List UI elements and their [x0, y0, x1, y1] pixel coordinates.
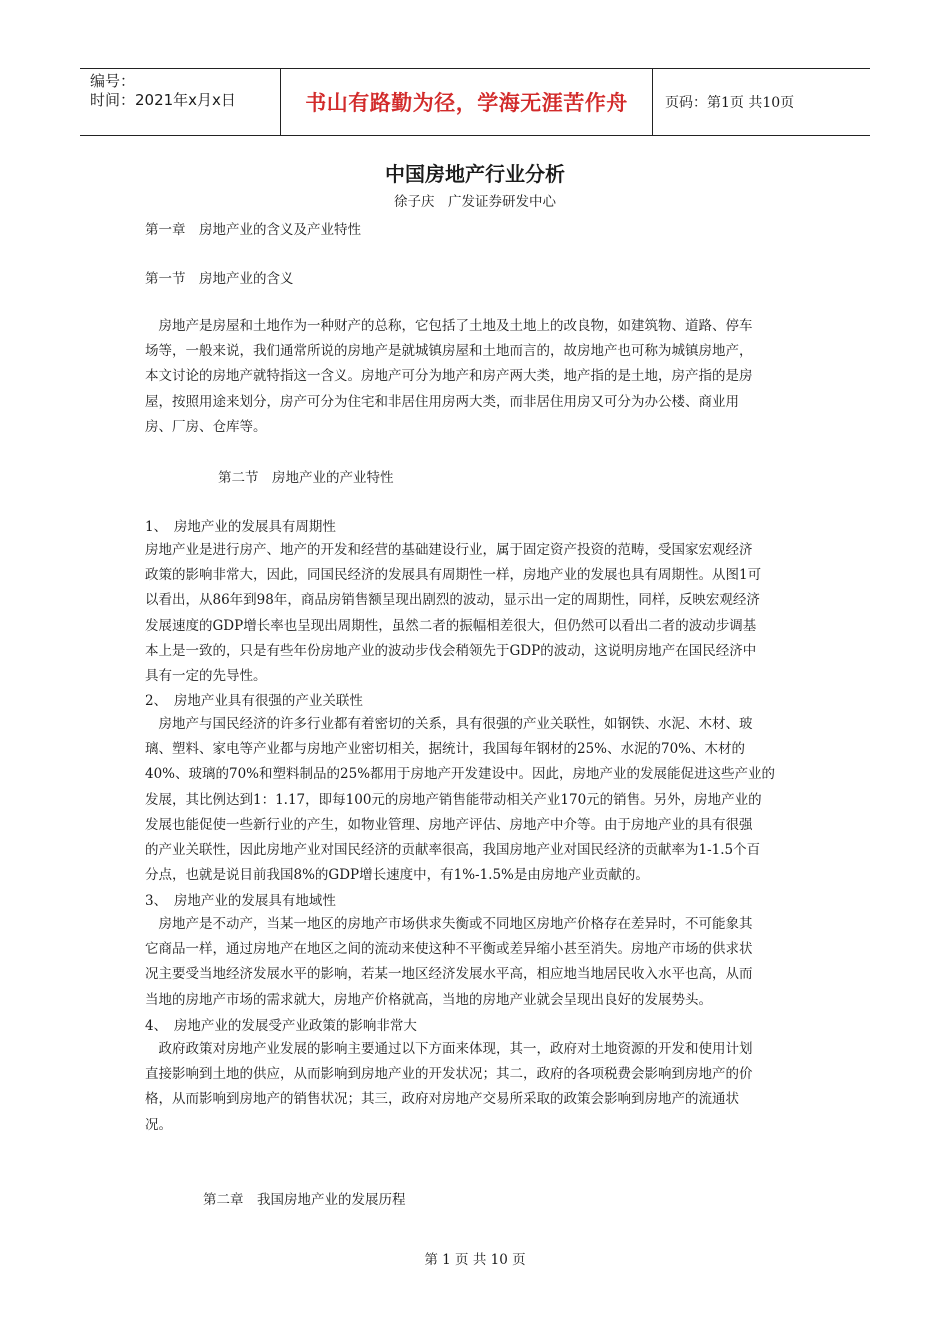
page-footer: 第 1 页 共 10 页 — [424, 1252, 526, 1268]
item-1-heading: 1、 房地产业的发展具有周期性 — [145, 519, 336, 535]
author-line: 徐子庆 广发证券研发中心 — [394, 194, 556, 210]
section-2-heading: 第二节 房地产业的产业特性 — [218, 470, 394, 486]
text-line: 发展也能促使一些新行业的产生，如物业管理、房地产评估、房地产中介等。由于房地产业的具有很强 — [145, 816, 753, 833]
page-indicator: 页码：第1页 共10页 — [665, 95, 795, 111]
text-line: 房地产业是进行房产、地产的开发和经营的基础建设行业，属于固定资产投资的范畴，受国家宏观经济 — [145, 542, 753, 558]
text-line: 房地产是不动产，当某一地区的房地产市场供求失衡或不同地区房地产价格存在差异时，不可能象其 — [145, 916, 753, 932]
document-title: 中国房地产行业分析 — [385, 162, 565, 186]
text-line: 本上是一致的，只是有些年份房地产业的波动步伐会稍领先于GDP的波动，这说明房地产在国民经济中 — [145, 642, 757, 659]
text-line: 房地产是房屋和土地作为一种财产的总称，它包括了土地及土地上的改良物，如建筑物、道路、停车 — [145, 318, 753, 334]
chapter-1-heading: 第一章 房地产业的含义及产业特性 — [145, 222, 361, 238]
text-line: 况。 — [145, 1116, 172, 1133]
item-4-heading: 4、 房地产业的发展受产业政策的影响非常大 — [145, 1018, 417, 1034]
text-line: 房、厂房、仓库等。 — [145, 418, 267, 435]
motto: 书山有路勤为径，学海无涯苦作舟 — [305, 91, 628, 115]
text-line: 直接影响到土地的供应，从而影响到房地产业的开发状况；其二，政府的各项税费会影响到房地产的价 — [145, 1066, 753, 1083]
item-2-text — [145, 712, 807, 888]
text-line: 40%、玻璃的70%和塑料制品的25%都用于房地产开发建设中。因此，房地产业的发展能促进这些产业的 — [145, 766, 776, 783]
text-line: 况主要受当地经济发展水平的影响，若某一地区经济发展水平高，相应地当地居民收入水平也高，从而 — [145, 966, 753, 983]
text-line: 房地产与国民经济的许多行业都有着密切的关系，具有很强的产业关联性，如钢铁、水泥、木材、玻 — [145, 716, 753, 732]
text-line: 璃、塑料、家电等产业都与房地产业密切相关，据统计，我国每年钢材的25%、水泥的70%、木材的 — [145, 741, 746, 758]
item-1-text — [145, 538, 807, 689]
item-3-text — [145, 912, 807, 1013]
item-4-text — [145, 1037, 807, 1138]
text-line: 当地的房地产市场的需求就大，房地产价格就高，当地的房地产业就会呈现出良好的发展势头。 — [145, 991, 712, 1008]
text-line: 发展速度的GDP增长率也呈现出周期性，虽然二者的振幅相差很大，但仍然可以看出二者的波动步调基 — [145, 617, 757, 634]
text-line: 格，从而影响到房地产的销售状况；其三，政府对房地产交易所采取的政策会影响到房地产的流通状 — [145, 1091, 739, 1108]
text-line: 政府政策对房地产业发展的影响主要通过以下方面来体现，其一，政府对土地资源的开发和使用计划 — [145, 1041, 753, 1057]
document-number: 编号： — [90, 72, 136, 90]
paragraph-definition — [145, 314, 807, 440]
header-meta — [80, 69, 280, 135]
text-line: 场等，一般来说，我们通常所说的房地产是就城镇房屋和土地而言的，故房地产也可称为城镇房地产， — [145, 343, 753, 360]
text-line: 的产业关联性，因此房地产业对国民经济的贡献率很高，我国房地产业对国民经济的贡献率为1-1.5个百 — [145, 842, 761, 859]
item-3-heading: 3、 房地产业的发展具有地域性 — [145, 893, 336, 909]
text-line: 本文讨论的房地产就特指这一含义。房地产可分为地产和房产两大类，地产指的是土地，房产指的是房 — [145, 368, 753, 385]
document-date: 时间：2021年x月x日 — [90, 91, 236, 109]
header-motto-cell — [280, 69, 653, 135]
text-line: 它商品一样，通过房地产在地区之间的流动来使这种不平衡或差异缩小甚至消失。房地产市场的供求状 — [145, 941, 753, 958]
text-line: 政策的影响非常大，因此，同国民经济的发展具有周期性一样，房地产业的发展也具有周期性。从图1可 — [145, 567, 762, 584]
text-line: 屋，按照用途来划分，房产可分为住宅和非居住用房两大类，而非居住用房又可分为办公楼、商业用 — [145, 393, 739, 410]
header-page-cell — [653, 69, 870, 135]
page-header — [80, 68, 870, 136]
chapter-2-heading: 第二章 我国房地产业的发展历程 — [203, 1192, 406, 1208]
text-line: 发展，其比例达到1：1.17，即每100元的房地产销售能带动相关产业170元的销售。另外，房地产业的 — [145, 791, 762, 808]
text-line: 以看出，从86年到98年，商品房销售额呈现出剧烈的波动，显示出一定的周期性，同样，反映宏观经济 — [145, 592, 760, 609]
item-2-heading: 2、 房地产业具有很强的产业关联性 — [145, 693, 363, 709]
text-line: 具有一定的先导性。 — [145, 668, 267, 685]
section-1-heading: 第一节 房地产业的含义 — [145, 271, 294, 287]
text-line: 分点，也就是说目前我国8%的GDP增长速度中，有1%-1.5%是由房地产业贡献的。 — [145, 867, 649, 884]
